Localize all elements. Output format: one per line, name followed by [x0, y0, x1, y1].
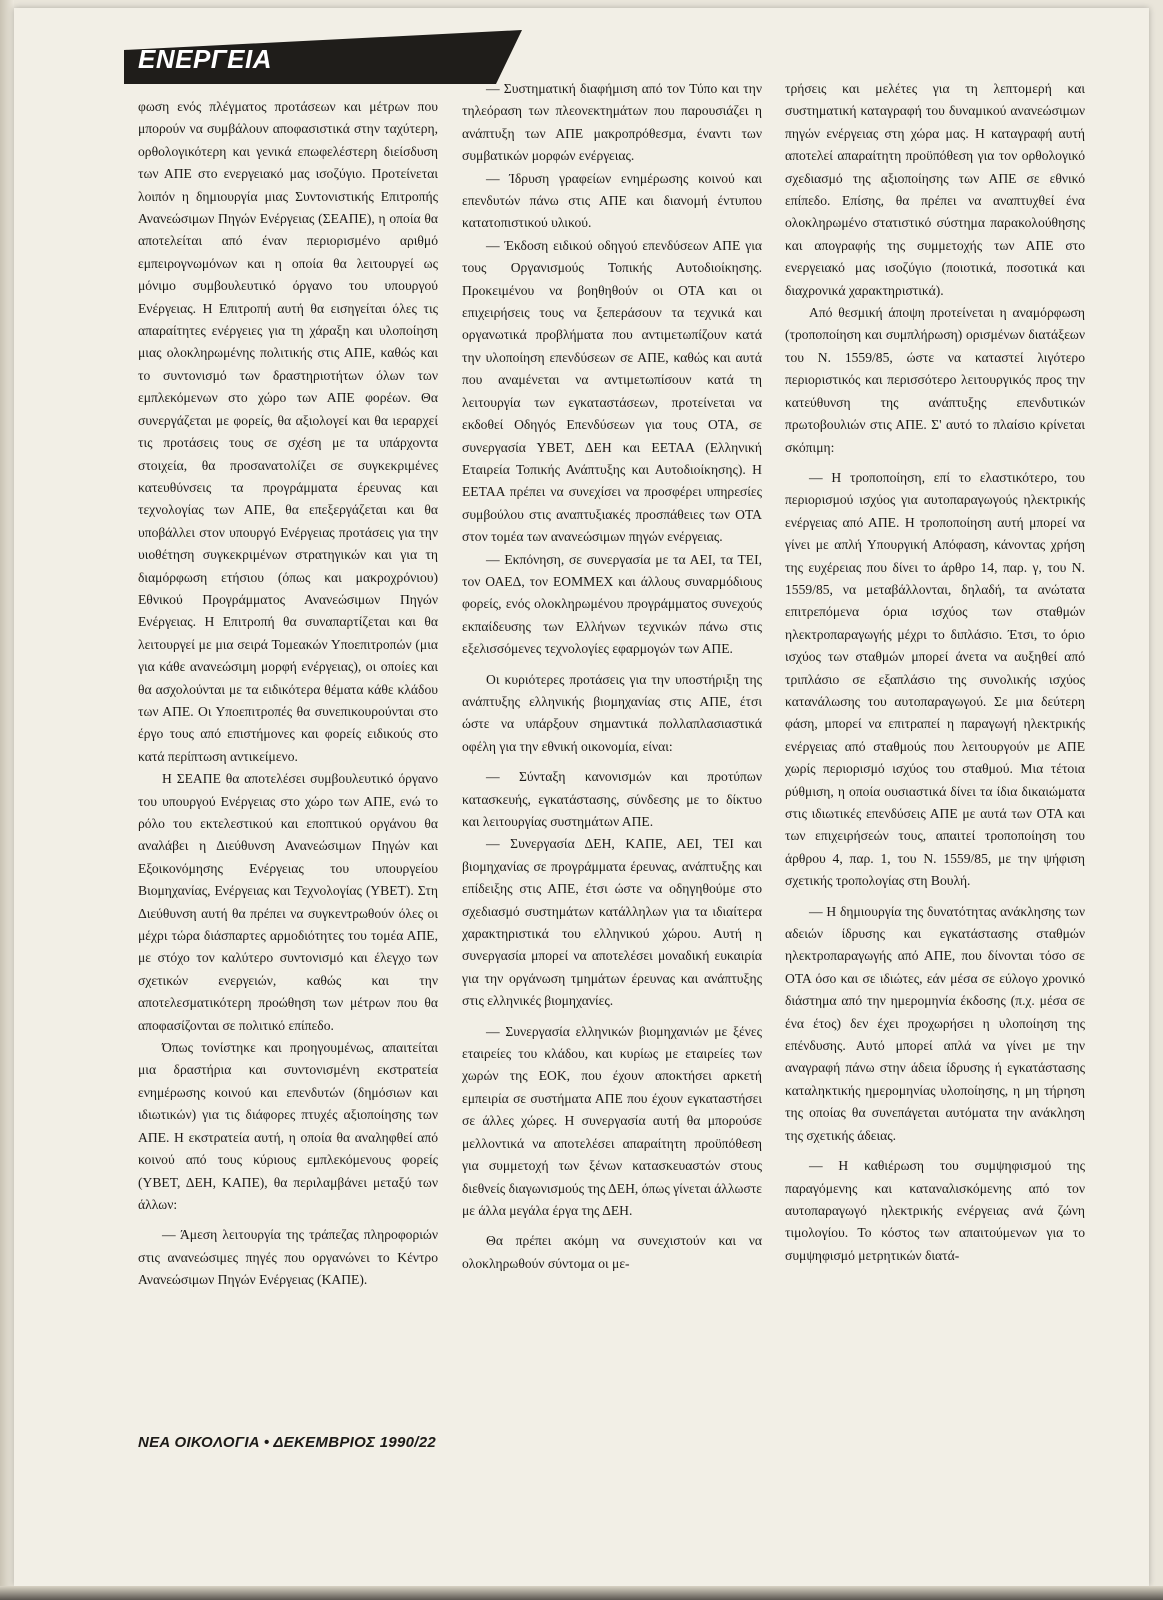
paragraph: — Έκδοση ειδικού οδηγού επενδύσεων ΑΠΕ για τους Οργανισμούς Τοπικής Αυτοδιοίκησης. Προκειμένου να βοηθηθούν οι ΟΤΑ και οι επιχειρήσεις τους να ξεπεράσουν τα τεχνικά και οργανωτικά προβλήματα που αντιμετωπίζουν κατά την υλοποίηση επενδύσεων σε ΑΠΕ, καθώς και αυτά που αναμένεται να αντιμετωπίσουν κατά τη λειτουργία των εγκαταστάσεων, προτείνεται να εκδοθεί Οδηγός Επενδύσεων για τους ΟΤΑ, σε συνεργασία ΥΒΕΤ, ΔΕΗ και ΕΕΤΑΑ (Ελληνική Εταιρεία Τοπικής Ανάπτυξης και Αυτοδιοίκησης). Η ΕΕΤΑΑ πρέπει να συνεχίσει να προσφέρει υπηρεσίες συμβούλου στις αναπτυξιακές προσπάθειες των ΟΤΑ στον τομέα των ανανεώσιμων πηγών ενέργειας.	[462, 237, 762, 545]
paragraph: Θα πρέπει ακόμη να συνεχιστούν και να ολοκληρωθούν σύντομα οι με-	[462, 1233, 762, 1271]
paragraph: — Η καθιέρωση του συμψηφισμού της παραγόμενης και καταναλισκόμενης από τον αυτοπαραγωγό ηλεκτρικής ενέργειας ανά ζώνη τιμολογίου. Το κόστος των απαιτούμενων για το συμψηφισμό μετρητικών διατά-	[785, 1158, 1085, 1263]
section-title: ΕΝΕΡΓΕΙΑ	[138, 44, 272, 74]
paragraph: — Συνεργασία ελληνικών βιομηχανιών με ξένες εταιρείες του κλάδου, και κυρίως με εταιρείες των χωρών της ΕΟΚ, που έχουν αποκτήσει αρκετή εμπειρία σε συστήματα ΑΠΕ που έχουν εγκαταστήσει σε άλλες χώρες. Η συνεργασία αυτή θα μπορούσε μελλοντικά να αποτελέσει απαραίτητη προϋπόθεση για συμμετοχή των ξένων κατασκευαστών στους διεθνείς διαγωνισμούς της ΔΕΗ, όπως γίνεται άλλωστε με άλλα μεγάλα έργα της ΔΕΗ.	[462, 1023, 763, 1218]
paragraph: Η ΣΕΑΠΕ θα αποτελέσει συμβουλευτικό όργανο του υπουργού Ενέργειας στο χώρο των ΑΠΕ, ενώ το ρόλο του εκτελεστικού και εποπτικού οργάνου θα αναλάβει η Διεύθυνση Ανανεώσιμων Πηγών και Εξοικονόμησης Ενέργειας του υπουργείου Βιομηχανίας, Ενέργειας και Τεχνολογίας (ΥΒΕΤ). Στη Διεύθυνση αυτή θα πρέπει να συγκεντρωθούν όλες οι μέχρι τώρα διάσπαρτες αρμοδιότητες του τομέα ΑΠΕ, με στόχο τον καλύτερο συντονισμό και έλεγχο των σχετικών ενεργειών, καθώς και την αποτελεσματικότερη προώθηση των μέτρων που θα αποφασίζονται σε πολιτικό επίπεδο.	[138, 771, 438, 1033]
paragraph: Από θεσμική άποψη προτείνεται η αναμόρφωση (τροποποίηση και συμπλήρωση) ορισμένων διατάξεων του Ν. 1559/85, ώστε να καταστεί λιγότερο περιοριστικός και περισσότερο λειτουργικός προς την κατεύθυνση της ανάπτυξης επενδυτικών πρωτοβουλιών στις ΑΠΕ. Σ' αυτό το πλαίσιο κρίνεται σκόπιμη:	[785, 305, 1085, 455]
paragraph: Όπως τονίστηκε και προηγουμένως, απαιτείται μια δραστήρια και συντονισμένη εκστρατεία ενημέρωσης κοινού και επενδυτών (δημόσιων και ιδιωτικών) για τις διάφορες πτυχές αξιοποίησης των ΑΠΕ. Η εκστρατεία αυτή, η οποία θα αναληφθεί από κοινού από τους κύριους εμπλεκόμενους φορείς (ΥΒΕΤ, ΔΕΗ, ΚΑΠΕ), θα περιλαμβάνει μεταξύ των άλλων:	[138, 1040, 438, 1212]
paragraph: — Άμεση λειτουργία της τράπεζας πληροφοριών στις ανανεώσιμες πηγές που οργανώνει το Κέντρο Ανανεώσιμων Πηγών Ενέργειας (ΚΑΠΕ).	[138, 1227, 438, 1288]
paragraph: φωση ενός πλέγματος προτάσεων και μέτρων που μπορούν να συμβάλουν αποφασιστικά στην ταχύτερη, ορθολογικότερη και γενικά επωφελέστερη διείσδυση των ΑΠΕ στο ενεργειακό μας ισοζύγιο. Προτείνεται λοιπόν η δημιουργία μιας Συντονιστικής Επιτροπής Ανανεώσιμων Πηγών Ενέργειας (ΣΕΑΠΕ), η οποία θα αποτελείται από έναν περιορισμένο αριθμό εμπειρογνωμόνων και η οποία θα λειτουργεί ως μόνιμο συμβουλευτικό όργανο του υπουργού Ενέργειας. Η Επιτροπή αυτή θα εισηγείται όλες τις απαραίτητες ενέργειες για τη χάραξη και υλοποίηση μιας ολοκληρωμένης πολιτικής στις ΑΠΕ, καθώς και το συντονισμό των δραστηριοτήτων όλων των εμπλεκόμενων στο χώρο των ΑΠΕ φορέων. Θα συνεργάζεται με φορείς, θα αξιολογεί και θα ιεραρχεί τις προτάσεις τους σε σχέση με τα υπάρχοντα στοιχεία, θα προσανατολίζει σε συγκεκριμένες κατευθύνσεις τα προγράμματα έρευνας και τεχνολογίας των ΑΠΕ, θα επεξεργάζεται και θα υποβάλλει στον υπουργό Ενέργειας προτάσεις για την υιοθέτηση συγκεκριμένων στρατηγικών και για τη διαμόρφωση ετήσιου (όπως και μακροχρόνιου) Εθνικού Προγράμματος Ανανεώσιμων Πηγών Ενέργειας. Η Επιτροπή θα συναπαρτίζεται και θα λειτουργεί με μια σειρά Τομεακών Υποεπιτροπών (μια για κάθε ανανεώσιμη μορφή ενέργειας), οι οποίες και θα ασχολούνται με τα ειδικότερα θέματα κάθε κλάδου των ΑΠΕ. Οι Υποεπιτροπές θα συνεπικουρούνται στο έργο τους από επιστήμονες και φορείς ειδικούς στο κατά περίπτωση αντικείμενο.	[138, 99, 438, 764]
page-bottom-edge	[0, 1586, 1163, 1600]
page-left-edge	[0, 0, 14, 1600]
paragraph: — Συνεργασία ΔΕΗ, ΚΑΠΕ, ΑΕΙ, ΤΕΙ και βιομηχανίας σε προγράμματα έρευνας, ανάπτυξης και επίδειξης στις ΑΠΕ, έτσι ώστε να οδηγηθούμε στο σχεδιασμό συστημάτων κατάλληλων για τα ιδιαίτερα χαρακτηριστικά του ελληνικού χώρου. Αυτή η συνεργασία μπορεί να αποτελέσει μοναδική ευκαιρία για την οργάνωση τμημάτων έρευνας και ανάπτυξης στις ελληνικές βιομηχανίες.	[462, 836, 762, 1009]
text-column-1	[138, 96, 438, 1292]
paragraph: — Εκπόνηση, σε συνεργασία με τα ΑΕΙ, τα ΤΕΙ, τον ΟΑΕΔ, τον ΕΟΜΜΕΧ και άλλους συναρμόδιους φορείς, ενός ολοκληρωμένου προγράμματος συνεχούς εκπαίδευσης των Ελλήνων τεχνικών πάνω στις εξελισσόμενες τεχνολογίες εφαρμογών των ΑΠΕ.	[462, 551, 762, 657]
paragraph: — Ίδρυση γραφείων ενημέρωσης κοινού και επενδυτών πάνω στις ΑΠΕ και διανομή έντυπου κατατοπιστικού υλικού.	[462, 170, 762, 231]
page-footer: ΝΕΑ ΟΙΚΟΛΟΓΙΑ • ΔΕΚΕΜΒΡΙΟΣ 1990/22	[138, 1434, 437, 1451]
text-column-3	[785, 78, 1085, 1267]
paragraph: — Η τροποποίηση, επί το ελαστικότερο, του περιορισμού ισχύος για αυτοπαραγωγούς ηλεκτρικής ενέργειας από ΑΠΕ. Η τροποποίηση αυτή μπορεί να γίνει με απλή Υπουργική Απόφαση, κάνοντας χρήση της ευχέρειας που δίνει το άρθρο 14, παρ. γ, του Ν. 1559/85, να μεταβάλλονται, δηλαδή, τα ανώτατα επιτρεπόμενα όρια ισχύος των σταθμών ηλεκτροπαραγωγής μέχρι το διπλάσιο. Έτσι, το όριο ισχύος των σταθμών μπορεί άνετα να αυξηθεί από τριπλάσιο σε εξαπλάσιο της συνολικής ισχύος κατανάλωσης του αυτοπαραγωγού. Σε μια δεύτερη φάση, μπορεί να επιτραπεί η παραγωγή ηλεκτρικής ενέργειας από σταθμούς που λειτουργούν με ΑΠΕ χωρίς περιορισμό ισχύος του σταθμού. Μια τέτοια ρύθμιση, η οποία ουσιαστικά δίνει τα ίδια δικαιώματα στις ιδιωτικές επενδύσεις ΑΠΕ με αυτά των ΟΤΑ και των επιχειρήσεών τους, απαιτεί τροποποίηση του άρθρου 4, παρ. 1, του Ν. 1559/85, με την ψήφιση σχετικής τροπολογίας στη Βουλή.	[785, 469, 1085, 889]
text-column-2	[462, 78, 762, 1275]
paragraph: — Συστηματική διαφήμιση από τον Τύπο και την τηλεόραση των πλεονεκτημάτων που παρουσιάζει η ανάπτυξη των ΑΠΕ μακροπρόθεσμα, έναντι των συμβατικών μορφών ενέργειας.	[462, 81, 762, 164]
paragraph: Οι κυριότερες προτάσεις για την υποστήριξη της ανάπτυξης ελληνικής βιομηχανίας στις ΑΠΕ, έτσι ώστε να υπάρξουν σημαντικά πολλαπλασιαστικά οφέλη για την εθνική οικονομία, είναι:	[462, 671, 762, 754]
paragraph: τρήσεις και μελέτες για τη λεπτομερή και συστηματική καταγραφή του δυναμικού ανανεώσιμων πηγών ενέργειας στη χώρα μας. Η καταγραφή αυτή αποτελεί απαραίτητη προϋπόθεση για τον ορθολογικό σχεδιασμό της αξιοποίησης των ΑΠΕ σε εθνικό επίπεδο. Επίσης, θα πρέπει να αναπτυχθεί ένα ολοκληρωμένο στατιστικό σύστημα παρακολούθησης και απογραφής της συμμετοχής των ΑΠΕ στο ενεργειακό μας ισοζύγιο (ποιοτικά, ποσοτικά και διαχρονικά χαρακτηριστικά).	[785, 81, 1085, 298]
paragraph: — Σύνταξη κανονισμών και προτύπων κατασκευής, εγκατάστασης, σύνδεσης με το δίκτυο και λειτουργίας συστημάτων ΑΠΕ.	[462, 769, 762, 829]
paragraph: — Η δημιουργία της δυνατότητας ανάκλησης των αδειών ίδρυσης και εγκατάστασης σταθμών ηλεκτροπαραγωγής από ΑΠΕ, που δίνονται τόσο σε ΟΤΑ όσο και σε ιδιώτες, εάν μέσα σε εύλογο χρονικό διάστημα από την ημερομηνία έκδοσης (π.χ. μέσα σε ένα έτος) δεν έχει προχωρήσει η υλοποίηση της επένδυσης. Αυτό μπορεί απλά να γίνει με την αναγραφή πάνω στην άδεια ίδρυσης ή εγκατάστασης καταληκτικής ημερομηνίας υλοποίησης, η μη τήρηση της οποίας θα συνεπάγεται αυτόματα την ανάκληση της σχετικής άδειας.	[785, 903, 1085, 1143]
